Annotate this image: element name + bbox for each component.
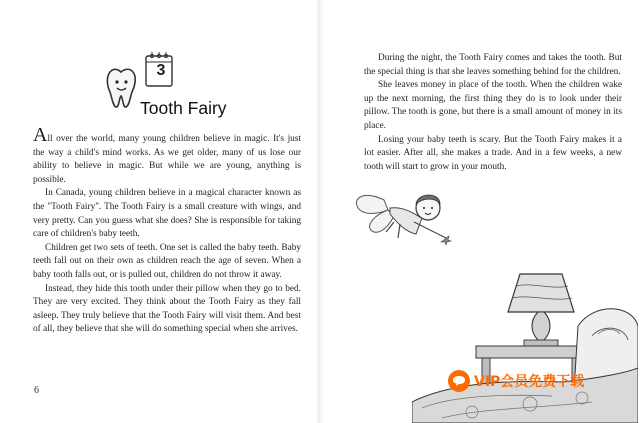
paragraph: She leaves money in place of the tooth. When the children wake up the next morning, the first thing they do is to look under their pillow. The tooth is gone, but there is a small amount of money in its place.	[364, 80, 622, 131]
paragraph: In Canada, young children believe in a magical character known as the "Tooth Fairy". The Tooth Fairy is a small creature with wings, and very pretty. Can you guess what she does? She is responsible for taking care of children's baby teeth.	[33, 188, 301, 240]
right-body-text	[364, 52, 622, 174]
left-body-text	[33, 124, 301, 337]
tooth-icon	[104, 66, 138, 110]
paragraph-text: ll over the world, many young children believe in magic. It's just the way a child's mind works. As we get older, many of us lose our ability to believe in magic. But while we are young, anything is possible.	[33, 134, 301, 185]
paragraph: Children get two sets of teeth. One set is called the baby teeth. Baby teeth fall out on their own as children reach the age of seven. When a baby tooth falls out, or is pulled out, children do not throw it away.	[33, 242, 301, 280]
right-page	[320, 0, 640, 423]
chapter-heading	[104, 50, 304, 120]
chapter-title: Tooth Fairy	[140, 98, 227, 118]
chat-bubble-icon	[448, 370, 470, 392]
page-number: 6	[34, 385, 39, 396]
bedroom-illustration	[412, 232, 638, 423]
paragraph: Losing your baby teeth is scary. But the Tooth Fairy makes it a lot easier. After all, she makes a trade. And in a few weeks, a new tooth will start to grow in your mouth.	[364, 134, 622, 172]
watermark	[448, 368, 584, 394]
paragraph: During the night, the Tooth Fairy comes and takes the tooth. But the special thing is that she leaves something behind for the children.	[364, 53, 622, 77]
watermark-text: VIP会员免费下载	[474, 374, 585, 390]
paragraph: Instead, they hide this tooth under their pillow when they go to bed. They are very excited. They think about the Tooth Fairy as they fall asleep. They truly believe that the Tooth Fairy will visit them. And best of all, they believe that she will do something special when she arrives.	[33, 283, 301, 335]
chapter-number: 3	[156, 62, 166, 79]
paragraph	[33, 124, 301, 187]
drop-cap: A	[33, 124, 48, 146]
